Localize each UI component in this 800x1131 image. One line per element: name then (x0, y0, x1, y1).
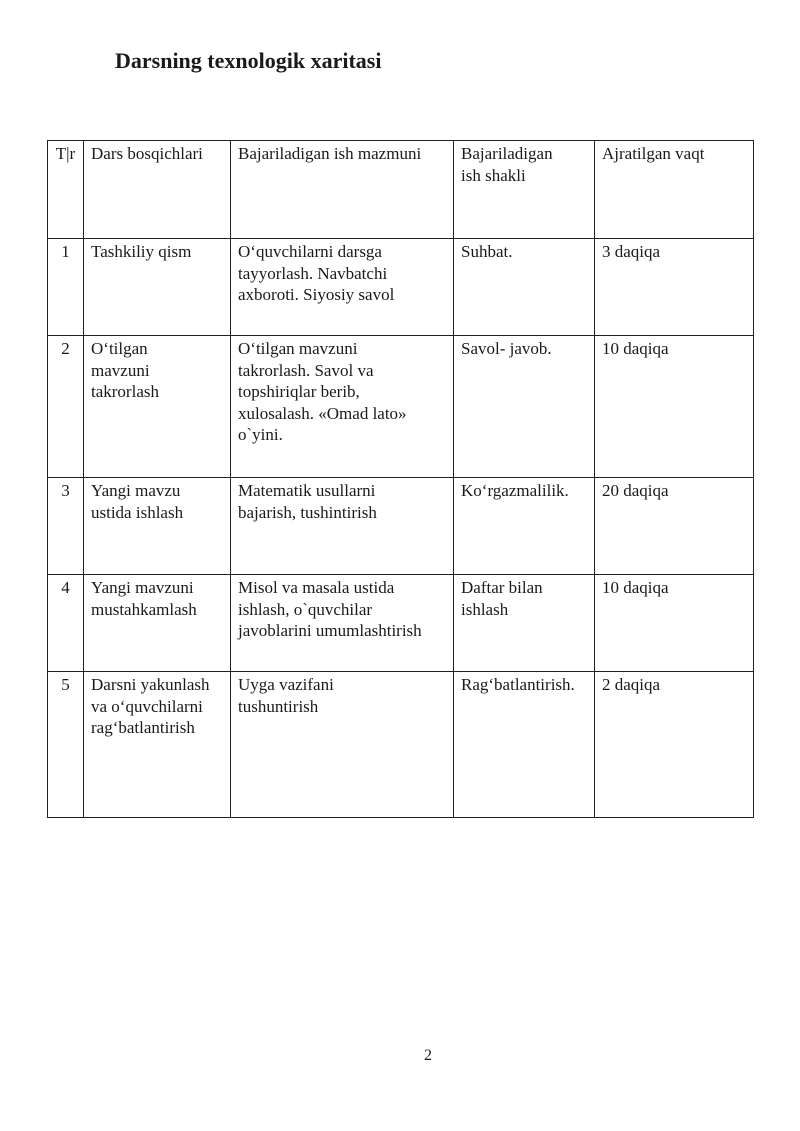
header-cell-time: Ajratilgan vaqt (595, 141, 754, 239)
content-cell: O‘quvchilarni darsga tayyorlash. Navbatchi axboroti. Siyosiy savol (231, 239, 454, 336)
header-cell-content: Bajariladigan ish mazmuni (231, 141, 454, 239)
row-number-cell: 1 (48, 239, 84, 336)
content-cell: Uyga vazifani tushuntirish (231, 672, 454, 818)
header-cell-form: Bajariladigan ish shakli (454, 141, 595, 239)
page-number: 2 (424, 1047, 432, 1064)
row-number-cell: 2 (48, 336, 84, 478)
form-cell: Daftar bilan ishlash (454, 575, 595, 672)
header-cell-stages: Dars bosqichlari (84, 141, 231, 239)
form-cell: Suhbat. (454, 239, 595, 336)
row-number-cell: 4 (48, 575, 84, 672)
table-row (48, 575, 754, 672)
stage-cell: Tashkiliy qism (84, 239, 231, 336)
form-cell: Rag‘batlantirish. (454, 672, 595, 818)
table-row (48, 239, 754, 336)
content-cell: O‘tilgan mavzuni takrorlash. Savol va topshiriqlar berib, xulosalash. «Omad lato» o`yini. (231, 336, 454, 478)
time-cell: 10 daqiqa (595, 575, 754, 672)
form-cell: Savol- javob. (454, 336, 595, 478)
time-cell: 2 daqiqa (595, 672, 754, 818)
table-row (48, 336, 754, 478)
stage-cell: Darsni yakunlash va o‘quvchilarni rag‘batlantirish (84, 672, 231, 818)
page-title: Darsning texnologik xaritasi (115, 48, 382, 73)
stage-cell: O‘tilgan mavzuni takrorlash (84, 336, 231, 478)
row-number-cell: 5 (48, 672, 84, 818)
table-row (48, 478, 754, 575)
time-cell: 10 daqiqa (595, 336, 754, 478)
table-row (48, 672, 754, 818)
stage-cell: Yangi mavzuni mustahkamlash (84, 575, 231, 672)
time-cell: 20 daqiqa (595, 478, 754, 575)
header-cell-number: T|r (48, 141, 84, 239)
table-header-row (48, 141, 754, 239)
time-cell: 3 daqiqa (595, 239, 754, 336)
content-cell: Matematik usullarni bajarish, tushintirish (231, 478, 454, 575)
form-cell: Ko‘rgazmalilik. (454, 478, 595, 575)
row-number-cell: 3 (48, 478, 84, 575)
stage-cell: Yangi mavzu ustida ishlash (84, 478, 231, 575)
content-cell: Misol va masala ustida ishlash, o`quvchilar javoblarini umumlashtirish (231, 575, 454, 672)
technology-map-table (47, 140, 754, 818)
